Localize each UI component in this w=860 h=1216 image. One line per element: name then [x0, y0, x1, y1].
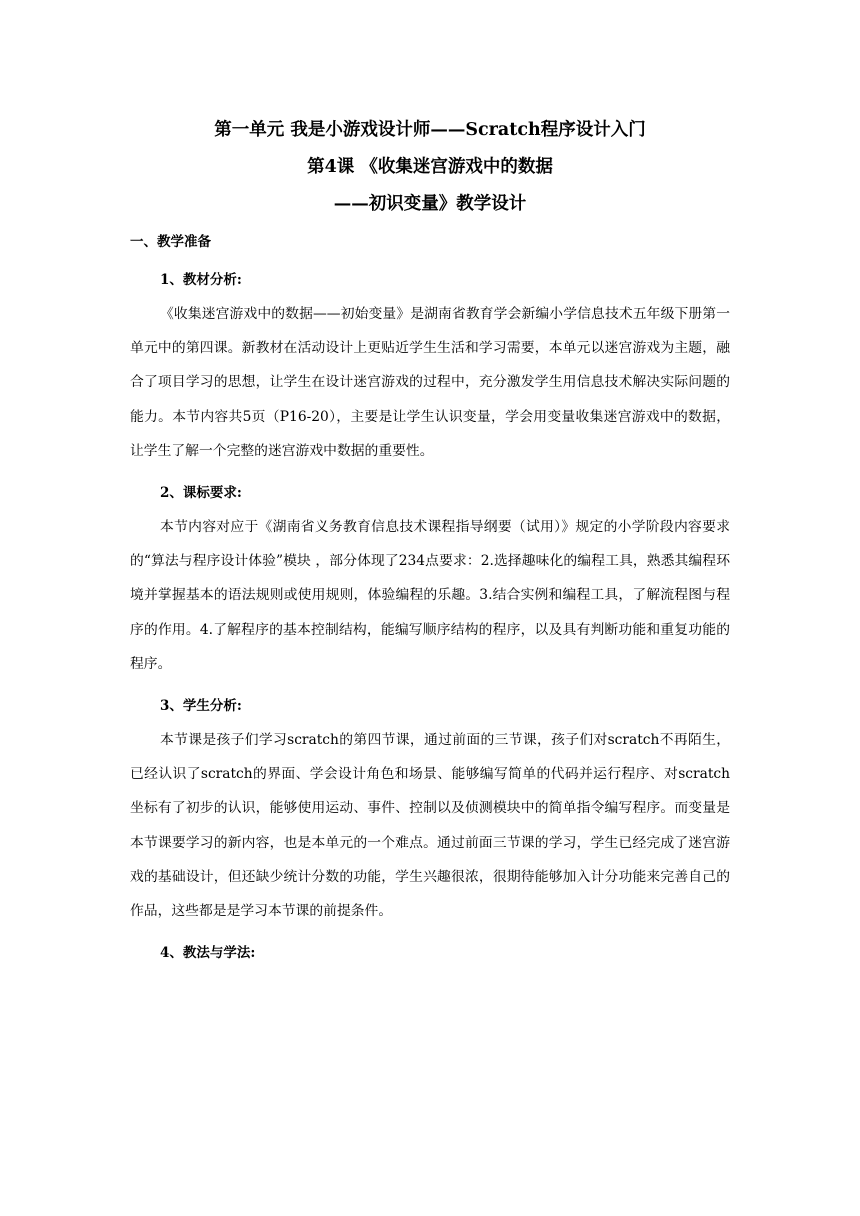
subheading-textbook-analysis: 1、教材分析: [160, 272, 242, 288]
subheading-teaching-methods: 4、教法与学法: [160, 945, 256, 962]
paragraph-student-analysis: 本节课是孩子们学习scratch的第四节课，通过前面的三节课，孩子们对scratch不再陌生，已经认识了scratch的界面、学会设计角色和场景、能够编写简单的代码并运行程序、对scratch坐标有了初步的认识，能够使用运动、事件、控制以及侦测模块中的简单指令编写程序。而变量是本节课要学习的新内容，也是本单元的一个难点。通过前面三节课的学习，学生已经完成了迷宫游戏的基础设计，但还缺少统计分数的功能，学生兴趣很浓，很期待能够加入计分功能来完善自己的作品，这些都是是学习本节课的前提条件。 [130, 732, 730, 920]
section-heading-preparation: 一、教学准备 [130, 234, 211, 250]
lesson-subtitle: ——初识变量》教学设计 [333, 194, 527, 214]
paragraph-textbook-analysis: 《收集迷宫游戏中的数据——初始变量》是湖南省教育学会新编小学信息技术五年级下册第一单元中的第四课。新教材在活动设计上更贴近学生生活和学习需要，本单元以迷宫游戏为主题，融合了项目学习的思想，让学生在设计迷宫游戏的过程中，充分激发学生用信息技术解决实际问题的能力。本节内容共5页（P16-20），主要是让学生认识变量，学会用变量收集迷宫游戏中的数据，让学生了解一个完整的迷宫游戏中数据的重要性。 [130, 306, 730, 459]
unit-title: 第一单元 我是小游戏设计师——Scratch程序设计入门 [214, 120, 646, 140]
subheading-curriculum-requirements: 2、课标要求: [160, 485, 242, 502]
document-page [130, 112, 730, 970]
subheading-student-analysis: 3、学生分析: [160, 698, 242, 715]
lesson-title: 第4课 《收集迷宫游戏中的数据 [307, 157, 553, 177]
paragraph-curriculum-requirements: 本节内容对应于《湖南省义务教育信息技术课程指导纲要（试用）》规定的小学阶段内容要求的“算法与程序设计体验”模块 ，部分体现了234点要求：2.选择趣味化的编程工具，熟悉其编程环境并掌握基本的语法规则或使用规则，体验编程的乐趣。3.结合实例和编程工具，了解流程图与程序的作用。4.了解程序的基本控制结构，能编写顺序结构的程序，以及具有判断功能和重复功能的程序。 [130, 519, 730, 672]
